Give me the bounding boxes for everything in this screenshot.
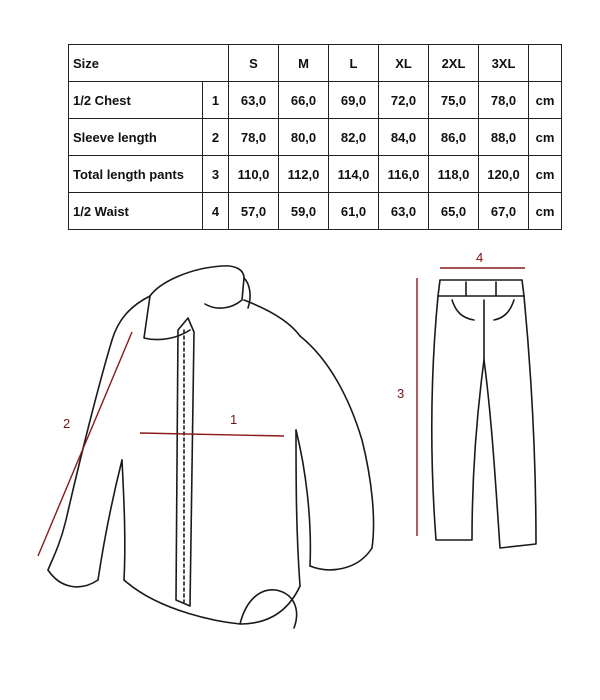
row-label: 1/2 Waist [69,193,203,230]
cell-value: 67,0 [479,193,529,230]
cell-value: 116,0 [379,156,429,193]
size-s: S [229,45,279,82]
cell-value: 59,0 [279,193,329,230]
cell-value: 80,0 [279,119,329,156]
sleeve-measure-label: 2 [63,416,71,431]
cell-value: 110,0 [229,156,279,193]
row-index: 4 [203,193,229,230]
cell-value: 66,0 [279,82,329,119]
cell-value: 63,0 [379,193,429,230]
pants-illustration [432,280,536,548]
size-3xl: 3XL [479,45,529,82]
row-unit: cm [529,156,562,193]
cell-value: 63,0 [229,82,279,119]
pants-length-measure-label: 3 [397,386,405,401]
row-label: Total length pants [69,156,203,193]
cell-value: 112,0 [279,156,329,193]
cell-value: 65,0 [429,193,479,230]
row-label: 1/2 Chest [69,82,203,119]
cell-value: 57,0 [229,193,279,230]
cell-value: 78,0 [479,82,529,119]
cell-value: 86,0 [429,119,479,156]
chest-measure-label: 1 [230,412,238,427]
cell-value: 84,0 [379,119,429,156]
row-index: 1 [203,82,229,119]
row-label: Sleeve length [69,119,203,156]
cell-value: 61,0 [329,193,379,230]
row-unit: cm [529,82,562,119]
cell-value: 120,0 [479,156,529,193]
cell-value: 75,0 [429,82,479,119]
jacket-illustration [48,266,374,628]
row-unit: cm [529,119,562,156]
cell-value: 69,0 [329,82,379,119]
waist-measure-label: 4 [476,250,484,265]
size-l: L [329,45,379,82]
measurement-lines [38,268,525,556]
cell-value: 88,0 [479,119,529,156]
size-m: M [279,45,329,82]
chest-measure-line [140,433,284,436]
cell-value: 82,0 [329,119,379,156]
row-index: 2 [203,119,229,156]
cell-value: 114,0 [329,156,379,193]
size-xl: XL [379,45,429,82]
header-size-label: Size [69,45,229,82]
sleeve-measure-line [38,332,132,556]
row-index: 3 [203,156,229,193]
row-unit: cm [529,193,562,230]
cell-value: 78,0 [229,119,279,156]
cell-value: 118,0 [429,156,479,193]
size-2xl: 2XL [429,45,479,82]
cell-value: 72,0 [379,82,429,119]
